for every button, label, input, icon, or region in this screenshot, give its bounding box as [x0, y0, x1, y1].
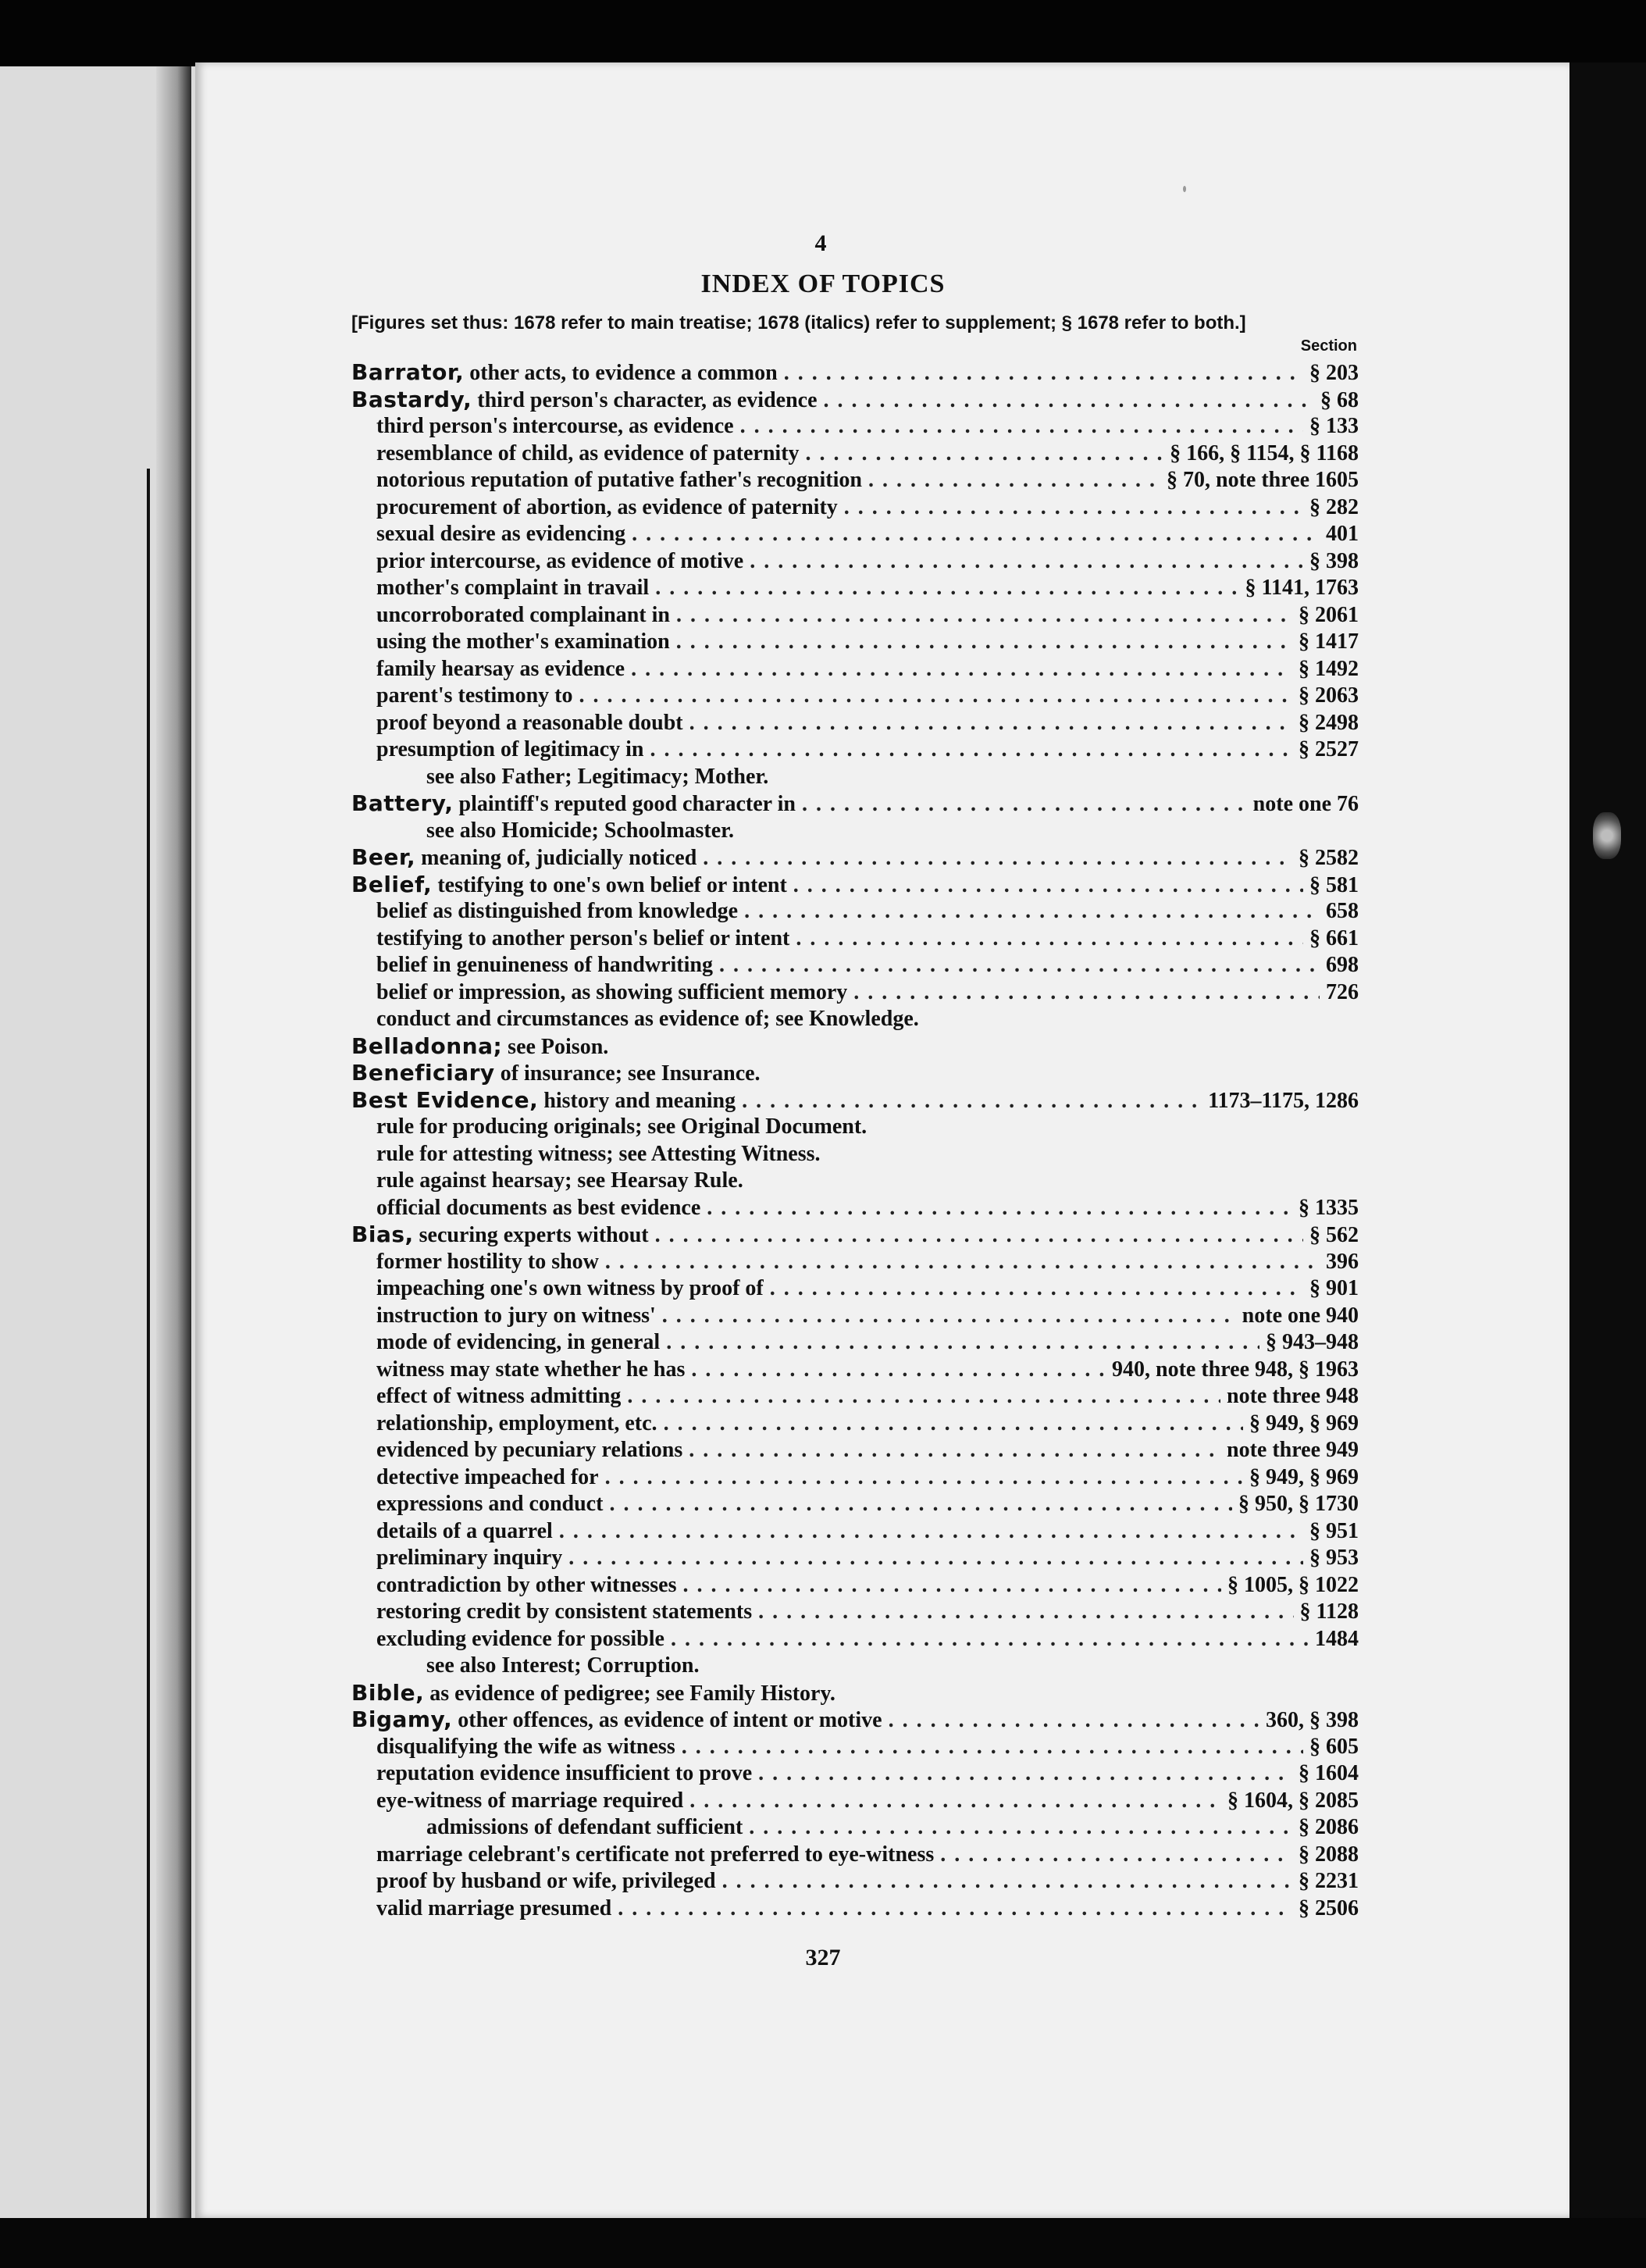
- entry-description: parent's testimony to: [376, 683, 573, 708]
- index-subentry: [351, 1868, 1359, 1895]
- section-reference: § 949, § 969: [1249, 1410, 1359, 1435]
- dot-leader: [683, 1788, 1221, 1815]
- dot-leader: [734, 413, 1303, 440]
- dot-leader: [625, 521, 1320, 548]
- index-subentry: [351, 413, 1359, 440]
- index-subentry: [351, 1788, 1359, 1815]
- dot-leader: [716, 1868, 1292, 1895]
- section-reference: § 605: [1309, 1734, 1359, 1759]
- entry-description: sexual desire as evidencing: [376, 522, 626, 546]
- section-reference: § 68: [1320, 387, 1359, 412]
- dot-leader: [847, 979, 1320, 1007]
- section-reference: § 133: [1309, 414, 1359, 438]
- section-reference: note three 949: [1227, 1438, 1359, 1462]
- index-subentry: [351, 1329, 1359, 1357]
- entry-text: [376, 710, 683, 737]
- entry-description: expressions and conduct: [376, 1492, 604, 1516]
- index-subentry: [351, 1275, 1359, 1303]
- dot-leader: [621, 1383, 1220, 1410]
- index-subentry: [351, 710, 1359, 737]
- entry-heading: Beer,: [351, 844, 416, 870]
- entry-description: third person's character, as evidence: [472, 387, 818, 412]
- entry-text: [376, 1168, 743, 1195]
- dot-leader: [764, 1275, 1303, 1303]
- entry-description: impeaching one's own witness by proof of: [376, 1276, 764, 1300]
- scan-bottom-border: [0, 2218, 1646, 2268]
- dot-leader: [934, 1842, 1292, 1869]
- section-reference: § 2231: [1299, 1869, 1359, 1893]
- entry-text: [376, 1275, 764, 1303]
- dot-leader: [643, 736, 1292, 764]
- index-subentry: [351, 1760, 1359, 1788]
- entry-text: [426, 1814, 743, 1842]
- section-reference: note one 76: [1252, 792, 1359, 816]
- section-reference: 726: [1326, 979, 1359, 1004]
- index-subentry: [351, 1599, 1359, 1626]
- entry-text: [351, 1087, 736, 1115]
- section-reference: § 1128: [1299, 1599, 1359, 1624]
- entry-text: [376, 1868, 716, 1895]
- dot-leader: [611, 1895, 1292, 1923]
- index-subentry: [351, 1141, 1359, 1168]
- page-title: INDEX OF TOPICS: [700, 269, 946, 298]
- entry-heading: Belladonna;: [351, 1032, 503, 1059]
- index-subentry: [351, 1626, 1359, 1653]
- dot-leader: [670, 629, 1292, 656]
- index-subentry: [351, 1814, 1359, 1842]
- entry-text: [351, 872, 787, 900]
- entry-description: instruction to jury on witness': [376, 1303, 656, 1328]
- entry-description: other acts, to evidence a common: [464, 361, 778, 385]
- section-reference: § 166, § 1154, § 1168: [1170, 440, 1359, 465]
- entry-text: [376, 1760, 752, 1788]
- scan-artifact-blot: [1593, 812, 1621, 859]
- dot-leader: [599, 1464, 1243, 1492]
- entry-description: see also Interest; Corruption.: [426, 1653, 700, 1678]
- entry-heading: Beneficiary: [351, 1060, 495, 1086]
- index-subentry: [351, 1464, 1359, 1492]
- index-subentry: [351, 656, 1359, 683]
- entry-text: [351, 387, 818, 415]
- entry-description: evidenced by pecuniary relations: [376, 1438, 683, 1462]
- section-reference: § 1005, § 1022: [1227, 1572, 1359, 1597]
- entry-description: relationship, employment, etc.: [376, 1410, 657, 1435]
- dot-leader: [649, 575, 1238, 602]
- entry-text: [376, 1303, 656, 1330]
- entry-description: belief in genuineness of handwriting: [376, 953, 713, 977]
- index-entry: [351, 1060, 1359, 1087]
- entry-description: plaintiff's reputed good character in: [453, 792, 796, 816]
- entry-text: [376, 1572, 676, 1599]
- entry-description: reputation evidence insufficient to prove: [376, 1761, 753, 1785]
- entry-description: family hearsay as evidence: [376, 656, 625, 681]
- entry-description: restoring credit by consistent statements: [376, 1599, 753, 1624]
- entry-heading: Battery,: [351, 790, 454, 816]
- entry-description: meaning of, judicially noticed: [415, 846, 697, 870]
- index-entry: [351, 387, 1359, 414]
- section-reference: § 282: [1309, 494, 1359, 519]
- entry-text: [376, 440, 800, 468]
- entry-description: uncorroborated complainant in: [376, 602, 670, 627]
- dot-leader: [736, 1088, 1202, 1115]
- dot-leader: [787, 872, 1303, 900]
- entry-text: [376, 1357, 685, 1384]
- entry-text: [376, 1329, 660, 1357]
- section-reference: § 661: [1309, 925, 1359, 950]
- section-reference: § 2063: [1299, 683, 1359, 708]
- index-entry: [351, 1706, 1359, 1734]
- entry-text: [376, 1410, 657, 1438]
- index-subentry: [351, 440, 1359, 468]
- section-reference: § 950, § 1730: [1238, 1492, 1359, 1516]
- entry-description: history and meaning: [538, 1088, 736, 1113]
- entry-description: using the mother's examination: [376, 629, 670, 654]
- dot-leader: [700, 1195, 1292, 1222]
- entry-description: mother's complaint in travail: [376, 576, 650, 600]
- index-entries: [351, 359, 1359, 1922]
- entry-text: [376, 629, 670, 656]
- entry-text: [376, 1491, 603, 1518]
- entry-text: [376, 1842, 934, 1869]
- index-subentry: [351, 952, 1359, 979]
- section-reference: 396: [1326, 1249, 1359, 1274]
- dot-leader: [675, 1734, 1303, 1761]
- section-reference: note one 940: [1242, 1303, 1359, 1328]
- dot-leader: [670, 602, 1292, 629]
- section-reference: 401: [1326, 522, 1359, 546]
- entry-text: [376, 979, 847, 1007]
- section-reference: § 562: [1309, 1223, 1359, 1247]
- index-subentry: [351, 1249, 1359, 1276]
- entry-text: [376, 1114, 867, 1141]
- entry-heading: Bastardy,: [351, 386, 472, 412]
- section-reference: note three 948: [1227, 1384, 1359, 1408]
- entry-text: [376, 683, 572, 710]
- entry-heading: Bible,: [351, 1679, 425, 1706]
- index-subentry: [351, 1437, 1359, 1464]
- dot-leader: [685, 1357, 1106, 1384]
- dot-leader: [882, 1707, 1259, 1735]
- index-subentry: [351, 898, 1359, 925]
- index-subentry: [351, 683, 1359, 710]
- dot-leader: [796, 791, 1247, 818]
- entry-description: see also Father; Legitimacy; Mother.: [426, 764, 769, 789]
- dot-leader: [752, 1760, 1292, 1788]
- entry-description: marriage celebrant's certificate not preferred to eye-witness: [376, 1842, 935, 1867]
- index-entry: [351, 1087, 1359, 1114]
- section-reference: § 581: [1309, 872, 1359, 897]
- section-reference: § 953: [1309, 1546, 1359, 1570]
- index-subentry: [351, 575, 1359, 602]
- dot-leader: [553, 1518, 1303, 1546]
- index-subentry: [351, 602, 1359, 629]
- section-reference: § 70, note three 1605: [1167, 468, 1359, 492]
- entry-text: [376, 1599, 752, 1626]
- dot-leader: [800, 440, 1164, 468]
- entry-description: other offences, as evidence of intent or motive: [452, 1708, 882, 1732]
- entry-description: official documents as best evidence: [376, 1195, 701, 1220]
- entry-heading: Barrator,: [351, 359, 465, 385]
- index-subentry: [351, 1895, 1359, 1923]
- entry-text: [376, 1195, 700, 1222]
- index-subentry: [351, 467, 1359, 494]
- index-subentry: [351, 521, 1359, 548]
- entry-text: [426, 1653, 699, 1680]
- entry-text: [376, 548, 743, 576]
- index-entry: [351, 872, 1359, 899]
- entry-text: [376, 925, 789, 953]
- entry-text: [376, 1788, 683, 1815]
- dot-leader: [625, 656, 1292, 683]
- index-subentry: [351, 1545, 1359, 1572]
- index-subentry: [351, 1195, 1359, 1222]
- index-subentry: [351, 1006, 1359, 1033]
- index-subentry: [351, 1303, 1359, 1330]
- entry-description: proof by husband or wife, privileged: [376, 1869, 716, 1893]
- dot-leader: [789, 925, 1303, 953]
- entry-text: [376, 1437, 682, 1464]
- page-mark: 4: [814, 230, 827, 256]
- dot-leader: [649, 1222, 1303, 1250]
- entry-description: belief or impression, as showing sufficient memory: [376, 979, 848, 1004]
- dot-leader: [660, 1329, 1259, 1357]
- entry-text: [376, 1464, 599, 1492]
- section-reference: 1484: [1315, 1626, 1359, 1651]
- entry-text: [351, 359, 778, 387]
- index-subentry: [351, 736, 1359, 764]
- entry-text: [376, 1734, 675, 1761]
- dot-leader: [657, 1410, 1243, 1438]
- index-subentry: [351, 818, 1359, 845]
- entry-description: belief as distinguished from knowledge: [376, 899, 739, 923]
- entry-text: [376, 952, 713, 979]
- section-reference: § 2088: [1299, 1842, 1359, 1867]
- section-reference: 360, § 398: [1266, 1708, 1359, 1732]
- index-subentry: [351, 1572, 1359, 1599]
- dot-leader: [682, 1437, 1220, 1464]
- entry-description: rule for attesting witness; see Attesting Witness.: [376, 1141, 821, 1166]
- entry-text: [376, 1626, 664, 1653]
- entry-text: [351, 1706, 882, 1735]
- entry-text: [351, 1060, 761, 1088]
- entry-description: notorious reputation of putative father's recognition: [376, 468, 862, 492]
- section-reference: § 2498: [1299, 710, 1359, 735]
- entry-heading: Bias,: [351, 1221, 414, 1247]
- dot-leader: [656, 1303, 1236, 1330]
- dot-leader: [838, 494, 1303, 522]
- section-reference: § 1604: [1299, 1761, 1359, 1785]
- entry-text: [376, 1141, 821, 1168]
- entry-text: [376, 467, 862, 494]
- entry-text: [376, 736, 643, 764]
- entry-text: [376, 1518, 553, 1546]
- index-subentry: [351, 1653, 1359, 1680]
- index-subentry: [351, 925, 1359, 953]
- scan-right-border: [1569, 62, 1646, 2268]
- index-entry: [351, 844, 1359, 872]
- index-subentry: [351, 494, 1359, 522]
- entry-text: [376, 575, 649, 602]
- entry-text: [376, 494, 838, 522]
- index-subentry: [351, 1168, 1359, 1195]
- entry-text: [376, 413, 734, 440]
- facing-page-edge: [156, 66, 191, 2268]
- entry-description: witness may state whether he has: [376, 1357, 686, 1382]
- entry-text: [351, 1680, 835, 1708]
- index-subentry: [351, 979, 1359, 1007]
- entry-text: [426, 818, 734, 845]
- section-reference: § 1604, § 2085: [1227, 1788, 1359, 1813]
- entry-description: former hostility to show: [376, 1249, 599, 1274]
- section-reference: 940, note three 948, § 1963: [1112, 1357, 1359, 1382]
- index-subentry: [351, 1114, 1359, 1141]
- section-reference: § 901: [1309, 1276, 1359, 1300]
- entry-description: proof beyond a reasonable doubt: [376, 710, 683, 735]
- dot-leader: [743, 1814, 1292, 1842]
- entry-description: disqualifying the wife as witness: [376, 1734, 675, 1759]
- page-number: 327: [805, 1945, 841, 1970]
- index-subentry: [351, 1491, 1359, 1518]
- section-reference: § 2582: [1299, 846, 1359, 870]
- entry-text: [376, 521, 625, 548]
- entry-description: testifying to another person's belief or intent: [376, 925, 790, 950]
- entry-text: [426, 764, 768, 791]
- section-reference: § 2527: [1299, 737, 1359, 761]
- entry-description: procurement of abortion, as evidence of paternity: [376, 494, 838, 519]
- dot-leader: [713, 952, 1320, 979]
- index-subentry: [351, 1734, 1359, 1761]
- index-entry: [351, 1221, 1359, 1249]
- index-subentry: [351, 1357, 1359, 1384]
- entry-description: resemblance of child, as evidence of paternity: [376, 440, 800, 465]
- entry-description: see also Homicide; Schoolmaster.: [426, 818, 735, 843]
- entry-description: securing experts without: [413, 1223, 649, 1247]
- section-reference: § 1417: [1299, 629, 1359, 654]
- dot-leader: [738, 898, 1320, 925]
- dot-leader: [664, 1626, 1309, 1653]
- entry-description: conduct and circumstances as evidence of; see Knowledge.: [376, 1007, 919, 1031]
- index-subentry: [351, 1410, 1359, 1438]
- dot-leader: [697, 845, 1292, 872]
- section-reference: § 1492: [1299, 656, 1359, 681]
- entry-text: [351, 790, 796, 818]
- entry-description: effect of witness admitting: [376, 1384, 622, 1408]
- entry-description: see Poison.: [502, 1034, 609, 1059]
- entry-text: [376, 1249, 599, 1276]
- entry-text: [376, 1895, 611, 1923]
- entry-heading: Belief,: [351, 871, 433, 897]
- index-entry: [351, 359, 1359, 387]
- section-reference: § 949, § 969: [1249, 1464, 1359, 1489]
- dot-leader: [778, 360, 1303, 387]
- entry-description: mode of evidencing, in general: [376, 1330, 661, 1354]
- entry-description: details of a quarrel: [376, 1518, 553, 1543]
- scan-top-border: [0, 0, 1646, 70]
- entry-description: valid marriage presumed: [376, 1895, 612, 1920]
- scan-speck: [1183, 186, 1186, 192]
- dot-leader: [603, 1491, 1232, 1518]
- section-reference: 658: [1326, 899, 1359, 923]
- index-subentry: [351, 764, 1359, 791]
- entry-text: [376, 1383, 621, 1410]
- entry-description: as evidence of pedigree; see Family History.: [424, 1681, 835, 1706]
- entry-description: prior intercourse, as evidence of motive: [376, 548, 744, 573]
- dot-leader: [818, 387, 1315, 415]
- dot-leader: [676, 1572, 1221, 1599]
- section-reference: 698: [1326, 953, 1359, 977]
- entry-text: [351, 1033, 608, 1061]
- dot-leader: [562, 1545, 1303, 1572]
- dot-leader: [599, 1249, 1320, 1276]
- entry-description: third person's intercourse, as evidence: [376, 414, 734, 438]
- section-reference: § 398: [1309, 548, 1359, 573]
- section-reference: § 1141, 1763: [1245, 576, 1359, 600]
- section-reference: § 1335: [1299, 1195, 1359, 1220]
- entry-description: presumption of legitimacy in: [376, 737, 644, 761]
- index-entry: [351, 790, 1359, 818]
- dot-leader: [572, 683, 1292, 710]
- section-column-header: Section: [1300, 337, 1357, 355]
- index-subentry: [351, 629, 1359, 656]
- section-reference: § 943–948: [1266, 1330, 1359, 1354]
- entry-text: [351, 1221, 649, 1250]
- figures-legend: [Figures set thus: 1678 refer to main treatise; 1678 (italics) refer to supplement; § 1678 refer to both.]: [351, 312, 1246, 333]
- entry-description: preliminary inquiry: [376, 1546, 563, 1570]
- index-subentry: [351, 1842, 1359, 1869]
- entry-description: rule for producing originals; see Original Document.: [376, 1114, 868, 1139]
- section-reference: 1173–1175, 1286: [1208, 1088, 1359, 1113]
- dot-leader: [683, 710, 1292, 737]
- entry-text: [376, 1006, 919, 1033]
- entry-description: testifying to one's own belief or intent: [432, 872, 787, 897]
- entry-text: [351, 844, 697, 872]
- section-reference: § 2506: [1299, 1895, 1359, 1920]
- entry-text: [376, 1545, 562, 1572]
- index-entry: [351, 1033, 1359, 1061]
- index-subentry: [351, 1518, 1359, 1546]
- section-reference: § 2061: [1299, 602, 1359, 627]
- entry-heading: Bigamy,: [351, 1706, 453, 1732]
- entry-text: [376, 602, 670, 629]
- index-subentry: [351, 548, 1359, 576]
- entry-description: admissions of defendant sufficient: [426, 1815, 743, 1839]
- entry-text: [376, 656, 625, 683]
- entry-description: of insurance; see Insurance.: [494, 1061, 761, 1086]
- section-reference: § 203: [1309, 361, 1359, 385]
- dot-leader: [752, 1599, 1293, 1626]
- entry-text: [376, 898, 738, 925]
- index-subentry: [351, 1383, 1359, 1410]
- entry-description: excluding evidence for possible: [376, 1626, 664, 1651]
- entry-description: contradiction by other witnesses: [376, 1572, 677, 1597]
- section-reference: § 2086: [1299, 1815, 1359, 1839]
- entry-description: detective impeached for: [376, 1464, 599, 1489]
- section-reference: § 951: [1309, 1518, 1359, 1543]
- entry-description: rule against hearsay; see Hearsay Rule.: [376, 1168, 743, 1193]
- dot-leader: [862, 467, 1160, 494]
- entry-heading: Best Evidence,: [351, 1086, 539, 1113]
- dot-leader: [743, 548, 1303, 576]
- index-entry: [351, 1680, 1359, 1707]
- entry-description: eye-witness of marriage required: [376, 1788, 684, 1813]
